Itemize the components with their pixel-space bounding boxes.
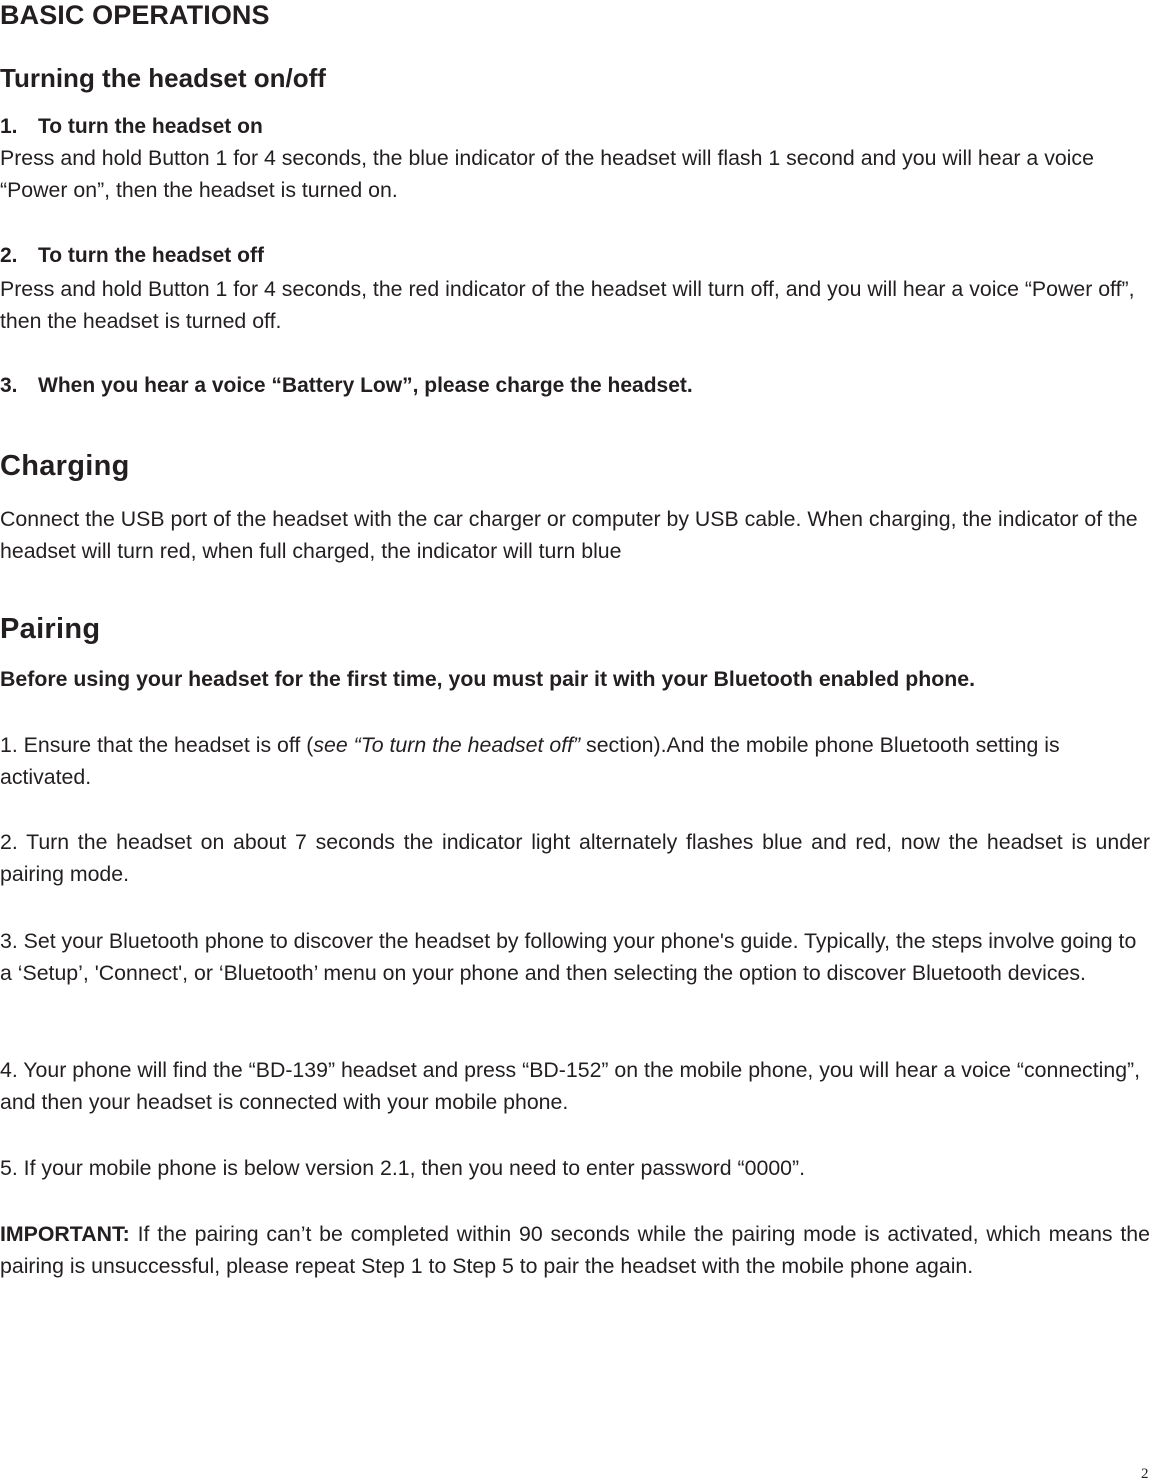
page-heading: BASIC OPERATIONS <box>0 0 270 30</box>
pairing-step-1 <box>0 729 1150 793</box>
power-step-2-label: To turn the headset off <box>38 244 264 267</box>
important-note <box>0 1218 1150 1282</box>
pairing-step-1-reference: see “To turn the headset off” <box>313 733 581 757</box>
section-title-pairing: Pairing <box>0 613 101 645</box>
power-step-1-label: To turn the headset on <box>38 115 263 138</box>
pairing-intro: Before using your headset for the first time, you must pair it with your Bluetooth enabled phone. <box>0 667 976 691</box>
pairing-step-1-text-cont: section).And the mobile phone Bluetooth setting is activated. <box>0 733 1060 789</box>
pairing-step-1-text: 1. Ensure that the headset is off ( <box>0 733 314 757</box>
power-step-1-number: 1. <box>0 115 18 138</box>
pairing-step-3: 3. Set your Bluetooth phone to discover the headset by following your phone's guide. Typically, the steps involve going to a ‘Setup’, 'Connect', or ‘Bluetooth’ menu on your phone and then selecting the option to discover Bluetooth devices. <box>0 929 1137 985</box>
important-label: IMPORTANT: <box>0 1222 130 1246</box>
power-step-1-body: Press and hold Button 1 for 4 seconds, the blue indicator of the headset will flash 1 second and you will hear a voice “Power on”, then the headset is turned on. <box>0 146 1094 202</box>
power-step-3-title <box>0 373 1150 399</box>
pairing-step-5: 5. If your mobile phone is below version 2.1, then you need to enter password “0000”. <box>0 1156 806 1180</box>
power-step-3-number: 3. <box>0 374 18 397</box>
pairing-step-4: 4. Your phone will find the “BD-139” headset and press “BD-152” on the mobile phone, you will hear a voice “connecting”, and then your headset is connected with your mobile phone. <box>0 1058 1141 1114</box>
section-title-charging: Charging <box>0 450 130 482</box>
power-step-2-title <box>0 243 1150 269</box>
section-title-power: Turning the headset on/off <box>0 63 326 93</box>
power-step-1-title <box>0 114 1150 140</box>
pairing-step-2: 2. Turn the headset on about 7 seconds the indicator light alternately flashes blue and red, now the headset is under pairing mode. <box>0 830 1150 886</box>
important-text: If the pairing can’t be completed within 90 seconds while the pairing mode is activated, which means the pairing is unsuccessful, please repeat Step 1 to Step 5 to pair the headset with the mobile phone again. <box>0 1222 1150 1278</box>
power-step-3-label: When you hear a voice “Battery Low”, please charge the headset. <box>38 374 693 397</box>
power-step-2-number: 2. <box>0 244 18 267</box>
power-step-2-body: Press and hold Button 1 for 4 seconds, the red indicator of the headset will turn off, and you will hear a voice “Power off”, then the headset is turned off. <box>0 277 1135 333</box>
page-number: 2 <box>1141 1466 1149 1482</box>
charging-body: Connect the USB port of the headset with the car charger or computer by USB cable. When charging, the indicator of the headset will turn red, when full charged, the indicator will turn blue <box>0 507 1138 563</box>
